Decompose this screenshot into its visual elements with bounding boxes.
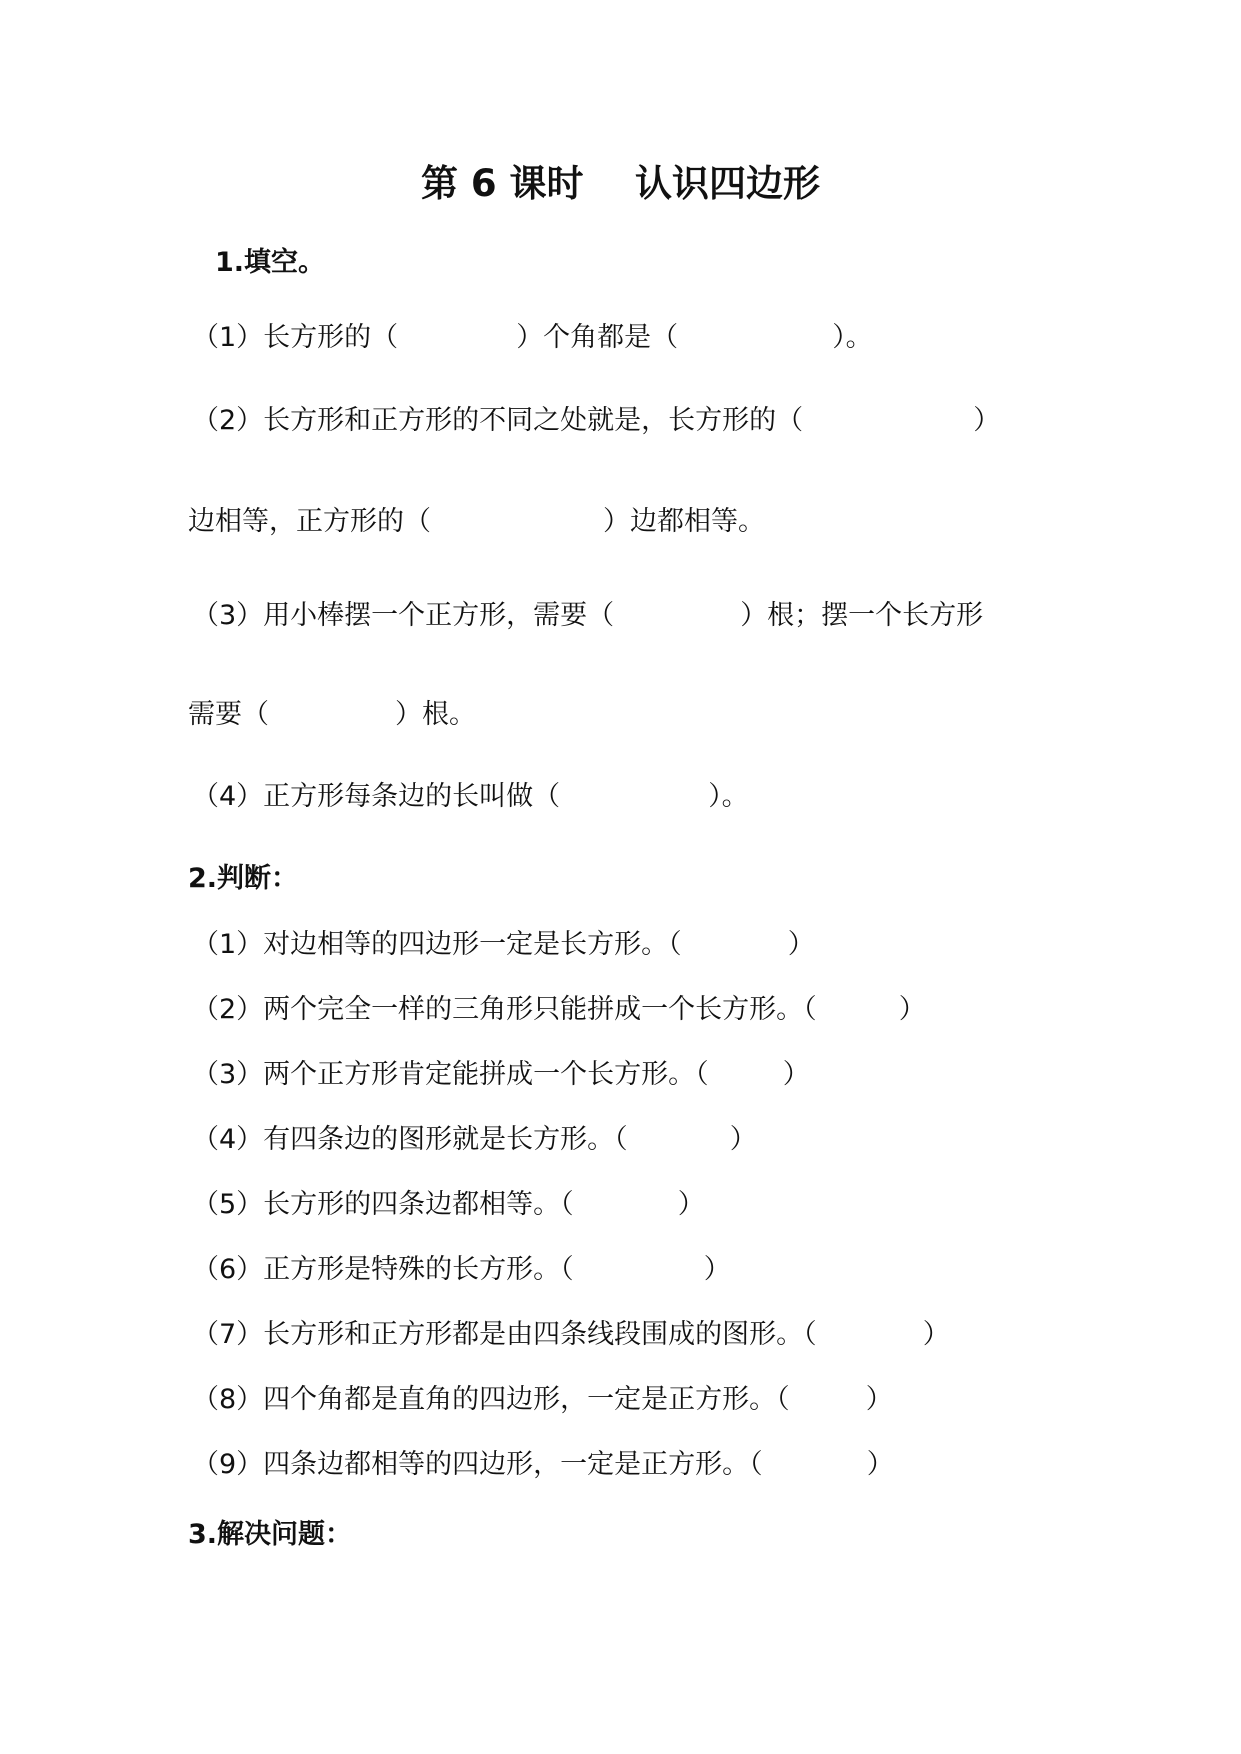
- fill-question-3-continued: 需要（ ）根。: [188, 699, 476, 730]
- fill-question-4: （4）正方形每条边的长叫做（ ）。: [192, 781, 749, 812]
- section1-heading: 1.填空。: [215, 247, 326, 278]
- judge-item: （9）四条边都相等的四边形，一定是正方形。（ ）: [192, 1449, 894, 1480]
- judge-item: （7）长方形和正方形都是由四条线段围成的图形。（ ）: [192, 1319, 950, 1350]
- section3-heading: 3.解决问题：: [188, 1519, 353, 1550]
- judge-item: （8）四个角都是直角的四边形，一定是正方形。（ ）: [192, 1384, 893, 1415]
- fill-question-1: （1）长方形的（ ）个角都是（ ）。: [192, 322, 873, 353]
- fill-question-2-continued: 边相等，正方形的（ ）边都相等。: [188, 506, 765, 537]
- fill-question-2: （2）长方形和正方形的不同之处就是，长方形的（ ）: [192, 405, 1001, 436]
- judge-item: （2）两个完全一样的三角形只能拼成一个长方形。（ ）: [192, 994, 926, 1025]
- judge-item: （4）有四条边的图形就是长方形。（ ）: [192, 1124, 757, 1155]
- section2-heading: 2.判断：: [188, 863, 299, 894]
- judge-item: （1）对边相等的四边形一定是长方形。（ ）: [192, 929, 815, 960]
- judge-item: （5）长方形的四条边都相等。（ ）: [192, 1189, 705, 1220]
- fill-question-3: （3）用小棒摆一个正方形，需要（ ）根；摆一个长方形: [192, 600, 984, 631]
- judge-item: （6）正方形是特殊的长方形。（ ）: [192, 1254, 731, 1285]
- page-title: 第 6 课时 认识四边形: [420, 162, 821, 205]
- judge-item: （3）两个正方形肯定能拼成一个长方形。（ ）: [192, 1059, 810, 1090]
